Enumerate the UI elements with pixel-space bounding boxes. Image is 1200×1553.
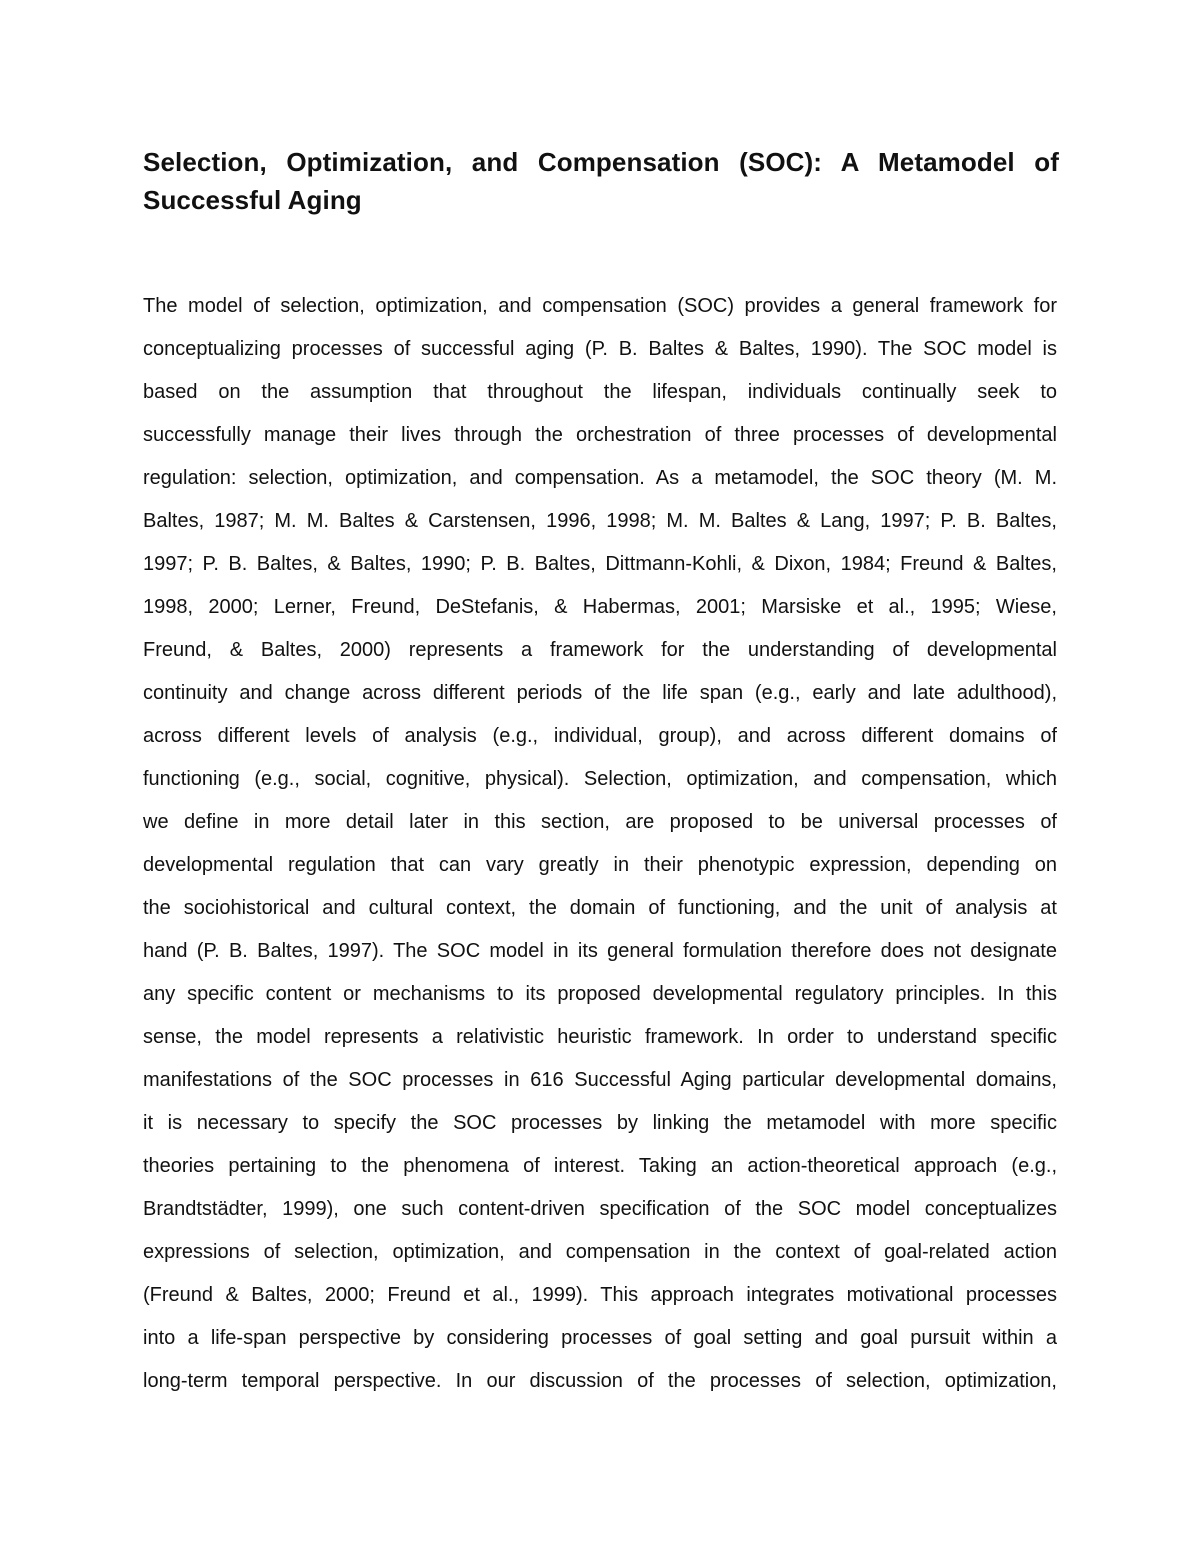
body-line: based on the assumption that throughout the lifespan, individuals continually seek to — [143, 381, 1057, 403]
body-line: the sociohistorical and cultural context, the domain of functioning, and the unit of analysis at — [143, 897, 1057, 919]
body-line: continuity and change across different periods of the life span (e.g., early and late adulthood), — [143, 682, 1057, 704]
body-line: 1998, 2000; Lerner, Freund, DeStefanis, & Habermas, 2001; Marsiske et al., 1995; Wiese, — [143, 596, 1057, 618]
body-line: sense, the model represents a relativistic heuristic framework. In order to understand specific — [143, 1026, 1057, 1048]
body-line: successfully manage their lives through the orchestration of three processes of developmental — [143, 424, 1057, 446]
body-line: The model of selection, optimization, and compensation (SOC) provides a general framework for — [143, 295, 1057, 317]
body-line: long-term temporal perspective. In our discussion of the processes of selection, optimization, — [143, 1370, 1057, 1392]
body-line: developmental regulation that can vary greatly in their phenotypic expression, depending on — [143, 854, 1057, 876]
body-line: (Freund & Baltes, 2000; Freund et al., 1999). This approach integrates motivational processes — [143, 1284, 1057, 1306]
body-line: Freund, & Baltes, 2000) represents a framework for the understanding of developmental — [143, 639, 1057, 661]
body-line: expressions of selection, optimization, and compensation in the context of goal-related action — [143, 1241, 1057, 1263]
body-line: functioning (e.g., social, cognitive, physical). Selection, optimization, and compensation, which — [143, 768, 1057, 790]
body-line: into a life-span perspective by considering processes of goal setting and goal pursuit within a — [143, 1327, 1057, 1349]
body-line: hand (P. B. Baltes, 1997). The SOC model in its general formulation therefore does not designate — [143, 940, 1057, 962]
body-line: it is necessary to specify the SOC processes by linking the metamodel with more specific — [143, 1112, 1057, 1134]
body-line: any specific content or mechanisms to its proposed developmental regulatory principles. In this — [143, 983, 1057, 1005]
body-line: conceptualizing processes of successful aging (P. B. Baltes & Baltes, 1990). The SOC model is — [143, 338, 1057, 360]
body-line: regulation: selection, optimization, and compensation. As a metamodel, the SOC theory (M. M. — [143, 467, 1057, 489]
body-line: Brandtstädter, 1999), one such content-driven specification of the SOC model conceptualizes — [143, 1198, 1057, 1220]
body-line: we define in more detail later in this section, are proposed to be universal processes of — [143, 811, 1057, 833]
document-title: Selection, Optimization, and Compensation (SOC): A Metamodel of Successful Aging — [143, 147, 1059, 215]
body-line: Baltes, 1987; M. M. Baltes & Carstensen, 1996, 1998; M. M. Baltes & Lang, 1997; P. B. Baltes, — [143, 510, 1057, 532]
body-line: manifestations of the SOC processes in 616 Successful Aging particular developmental domains, — [143, 1069, 1057, 1091]
body-line: theories pertaining to the phenomena of interest. Taking an action-theoretical approach (e.g., — [143, 1155, 1057, 1177]
body-line: across different levels of analysis (e.g., individual, group), and across different domains of — [143, 725, 1057, 747]
body-paragraph — [143, 285, 1057, 1403]
body-line: 1997; P. B. Baltes, & Baltes, 1990; P. B. Baltes, Dittmann-Kohli, & Dixon, 1984; Freund & Baltes, — [143, 553, 1057, 575]
